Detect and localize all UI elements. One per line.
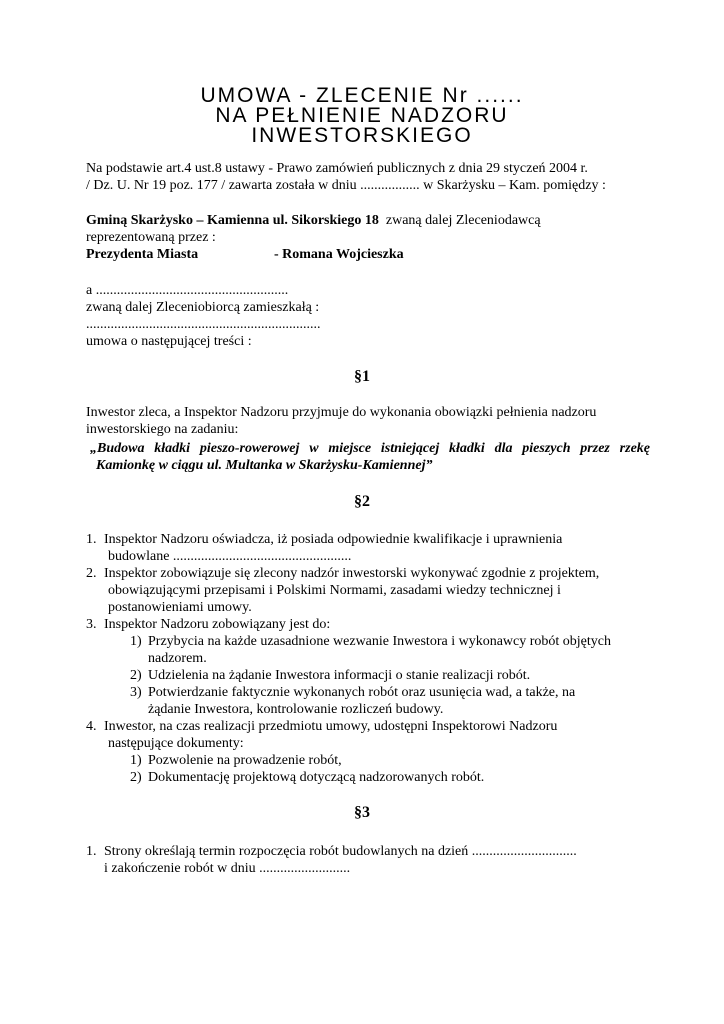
item-text-cont: obowiązującymi przepisami i Polskimi Normami, zasadami wiedzy technicznej i	[108, 583, 561, 598]
title-line-1: UMOWA - ZLECENIE Nr ......	[200, 84, 524, 107]
item-number: 1.	[86, 844, 97, 859]
section-1-heading: §1	[354, 368, 370, 385]
sub-list-item	[86, 752, 686, 769]
item-text-cont: i zakończenie robót w dniu ..........................	[104, 861, 351, 876]
item-number: 2.	[86, 566, 97, 581]
list-item	[86, 531, 686, 565]
list-item	[86, 616, 686, 633]
item-text: Inwestor, na czas realizacji przedmiotu umowy, udostępni Inspektorowi Nadzoru	[104, 719, 558, 734]
sub-item-number: 1)	[130, 634, 142, 649]
item-text-cont: następujące dokumenty:	[108, 736, 244, 751]
sub-item-text: Przybycia na każde uzasadnione wezwanie Inwestora i wykonawcy robót objętych	[148, 634, 611, 649]
list-item	[86, 843, 686, 877]
sub-item-number: 2)	[130, 770, 142, 785]
item-text: Inspektor zobowiązuje się zlecony nadzór inwestorski wykonywać zgodnie z projektem,	[104, 566, 600, 581]
sub-list-item	[86, 769, 686, 786]
sub-item-text: Dokumentację projektową dotyczącą nadzorowanych robót.	[148, 770, 485, 785]
sub-item-text-cont: żądanie Inwestora, kontrolowanie rozliczeń budowy.	[148, 702, 444, 717]
party1-line	[86, 212, 646, 229]
contract-subject	[90, 440, 650, 474]
item-text-cont: budowlane ...................................................	[108, 549, 352, 564]
sub-list-item	[86, 633, 686, 667]
section-3-list	[86, 843, 686, 877]
rep-name: - Romana Wojcieszka	[274, 247, 404, 262]
item-text-cont: postanowieniami umowy.	[108, 600, 252, 615]
party2-line-2: zwaną dalej Zleceniobiorcą zamieszkałą :	[86, 300, 320, 315]
sub-item-text: Potwierdzanie faktycznie wykonanych robót oraz usunięcia wad, a także, na	[148, 685, 576, 700]
party2-block	[86, 282, 646, 350]
rep-title: Prezydenta Miasta	[86, 247, 199, 262]
intro-line-1: Na podstawie art.4 ust.8 ustawy - Prawo zamówień publicznych z dnia 29 styczeń 2004 r.	[86, 161, 588, 176]
item-text: Inspektor Nadzoru zobowiązany jest do:	[104, 617, 331, 632]
subject-line-1: „Budowa kładki pieszo-rowerowej w miejsce istniejącej kładki dla pieszych przez rzekę	[90, 441, 650, 456]
party1-representative	[86, 246, 646, 263]
party1-role: zwaną dalej Zleceniodawcą	[378, 213, 541, 228]
document-title	[0, 86, 724, 146]
intro-paragraph	[86, 160, 646, 194]
sub-item-number: 3)	[130, 685, 142, 700]
list-item	[86, 718, 686, 752]
party1-block	[86, 212, 646, 263]
sub-item-text: Pozwolenie na prowadzenie robót,	[148, 753, 342, 768]
section-1-text	[86, 404, 646, 438]
list-item	[86, 565, 686, 616]
intro-line-2: / Dz. U. Nr 19 poz. 177 / zawarta została w dniu ................. w Skarżysku – Kam. pomiędzy :	[86, 178, 606, 193]
section-2-list	[86, 531, 686, 786]
party2-line-4: umowa o następującej treści :	[86, 334, 252, 349]
sub-item-text-cont: nadzorem.	[148, 651, 207, 666]
item-number: 4.	[86, 719, 97, 734]
title-line-3: INWESTORSKIEGO	[251, 124, 473, 147]
item-text: Strony określają termin rozpoczęcia robót budowlanych na dzień ..............................	[104, 844, 577, 859]
subject-line-2: Kamionkę w ciągu ul. Multanka w Skarżysku-Kamiennej”	[96, 458, 433, 473]
item-number: 3.	[86, 617, 97, 632]
section-3-heading: §3	[354, 804, 370, 821]
sub-list-item	[86, 667, 686, 684]
section-2-heading: §2	[354, 493, 370, 510]
party2-line-1: a .......................................................	[86, 283, 289, 298]
title-line-2: NA PEŁNIENIE NADZORU	[215, 104, 509, 127]
party1-name: Gminą Skarżysko – Kamienna ul. Sikorskiego 18	[86, 213, 379, 228]
s1-line-2: inwestorskiego na zadaniu:	[86, 422, 239, 437]
sub-item-number: 2)	[130, 668, 142, 683]
sub-list-item	[86, 684, 686, 718]
sub-item-number: 1)	[130, 753, 142, 768]
s1-line-1: Inwestor zleca, a Inspektor Nadzoru przyjmuje do wykonania obowiązki pełnienia nadzoru	[86, 405, 597, 420]
sub-item-text: Udzielenia na żądanie Inwestora informacji o stanie realizacji robót.	[148, 668, 531, 683]
item-number: 1.	[86, 532, 97, 547]
party1-represented: reprezentowaną przez :	[86, 230, 216, 245]
party2-line-3: ...................................................................	[86, 317, 321, 332]
item-text: Inspektor Nadzoru oświadcza, iż posiada odpowiednie kwalifikacje i uprawnienia	[104, 532, 563, 547]
